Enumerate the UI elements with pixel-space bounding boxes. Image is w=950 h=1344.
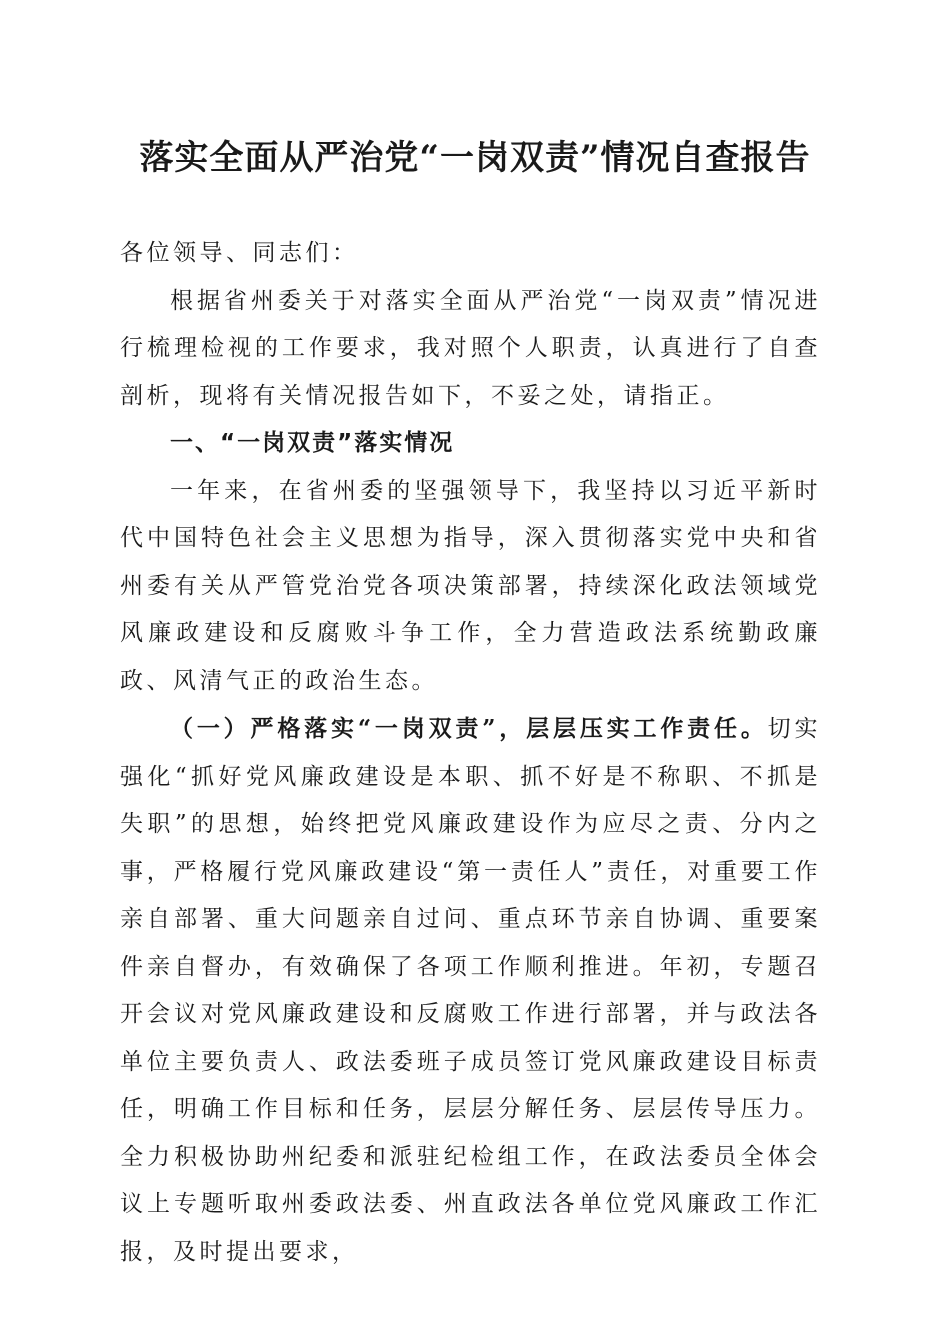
- subsection-1-text: 切实强化“抓好党风廉政建设是本职、抓不好是不称职、不抓是失职”的思想，始终把党风廉政建设作为应尽之责、分内之事，严格履行党风廉政建设“第一责任人”责任，对重要工作亲自部署、重大问题亲自过问、重点环节亲自协调、重要案件亲自督办，有效确保了各项工作顺利推进。年初，专题召开会议对党风廉政建设和反腐败工作进行部署，并与政法各单位主要负责人、政法委班子成员签订党风廉政建设目标责任，明确工作目标和任务，层层分解任务、层层传导压力。全力积极协助州纪委和派驻纪检组工作，在政法委员全体会议上专题听取州委政法委、州直政法各单位党风廉政工作汇报，及时提出要求，: [120, 716, 821, 1265]
- subsection-1-lead: （一）严格落实“一岗双责”，层层压实工作责任。: [170, 715, 768, 742]
- document-body: [120, 230, 821, 1276]
- section-heading-1: 一、“一岗双责”落实情况: [170, 430, 455, 456]
- document-title: 落实全面从严治党“一岗双责”情况自查报告: [139, 138, 811, 178]
- intro-paragraph: 根据省州委关于对落实全面从严治党“一岗双责”情况进行梳理检视的工作要求，我对照个人职责，认真进行了自查剖析，现将有关情况报告如下，不妥之处，请指正。: [120, 287, 821, 409]
- section-1-summary-paragraph: 一年来，在省州委的坚强领导下，我坚持以习近平新时代中国特色社会主义思想为指导，深入贯彻落实党中央和省州委有关从严管党治党各项决策部署，持续深化政法领域党风廉政建设和反腐败斗争工作，全力营造政法系统勤政廉政、风清气正的政治生态。: [120, 477, 821, 694]
- subsection-1-paragraph: [120, 705, 821, 1276]
- salutation: 各位领导、同志们：: [120, 240, 359, 266]
